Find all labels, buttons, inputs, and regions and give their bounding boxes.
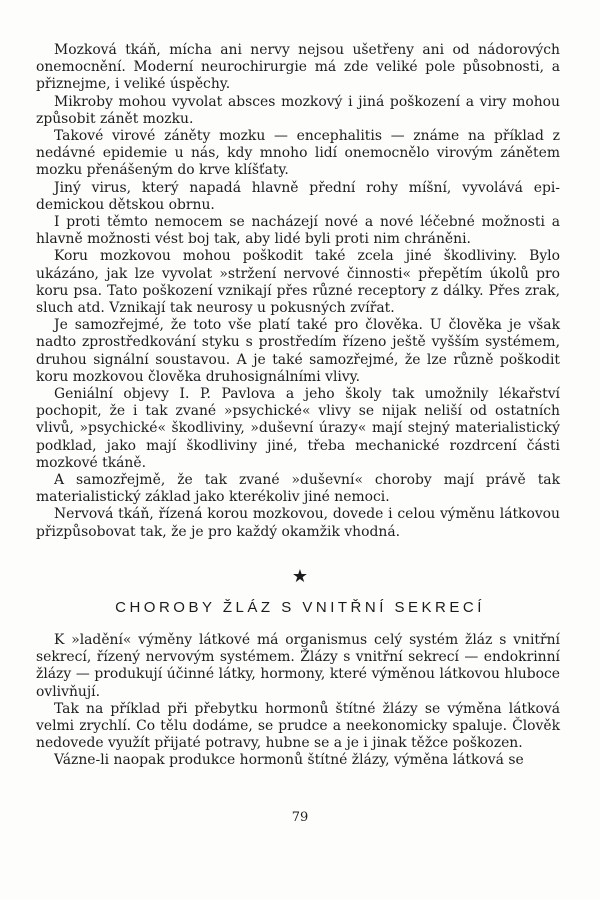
paragraph: A samozřejmě, že tak zvané »duševní« choroby mají právě tak materialistický základ jako kterékoliv jiné nemoci. bbox=[36, 472, 560, 506]
paragraph: Jiný virus, který napadá hlavně přední rohy míšní, vyvolává epidemickou dětskou obrnu. bbox=[36, 179, 560, 213]
section-heading: CHOROBY ŽLÁZ S VNITŘNÍ SEKRECÍ bbox=[115, 599, 485, 616]
paragraph: Mikroby mohou vyvolat absces mozkový i jiná poškození a viry mohou způsobit zánět mozku. bbox=[36, 93, 560, 127]
paragraph: Geniální objevy I. P. Pavlova a jeho školy tak umožnily lékařství pochopit, že i tak zvané »psychické« vlivy se nijak neliší od ostatních vlivů, »psychické« škodliviny, »duševní úrazy« mají stejný materialistický podklad, jako mají škodliviny jiné, třeba mechanické rozdrcení části mozkové tkáně. bbox=[36, 386, 560, 471]
paragraph: Tak na příklad při přebytku hormonů štítné žlázy se výměna látková velmi zrychlí. Co tělu dodáme, se prudce a neekonomicky spaluje. Člověk nedovede využít přijaté potravy, hubne se a je i jinak těžce poškozen. bbox=[36, 700, 560, 752]
page-number: 79 bbox=[291, 810, 309, 825]
paragraph: Takové virové záněty mozku — encephalitis — známe na příklad z nedávné epidemie u nás, kdy mnoho lidí onemocnělo virovým zánětem mozku přenášeným do krve klíšťaty. bbox=[36, 128, 560, 179]
body-text-top bbox=[36, 42, 560, 541]
paragraph: Vázne-li naopak produkce hormonů štítné žlázy, výměna látková se bbox=[54, 752, 524, 769]
body-text-bottom bbox=[36, 632, 560, 770]
paragraph: K »ladění« výměny látkové má organismus celý systém žláz s vnitřní sekrecí, řízený nervovým systémem. Žlázy s vnitřní sekrecí — endokrinní žlázy — produkují účinné látky, hormony, které výměnou látkovou hluboce ovlivňují. bbox=[36, 632, 560, 700]
paragraph: Nervová tkáň, řízená korou mozkovou, dovede i celou výměnu látkovou přizpůsobovat tak, že je pro každý okamžik vhodná. bbox=[36, 506, 560, 540]
star-separator-icon: ★ bbox=[291, 566, 309, 587]
paragraph: Je samozřejmé, že toto vše platí také pro člověka. U člověka je však nadto zprostředkování styku s prostředím řízeno ještě vyšším systémem, druhou signální soustavou. A je také samozřejmé, že lze různě poškodit koru mozkovou člověka druhosignálními vlivy. bbox=[36, 317, 560, 385]
paragraph: Koru mozkovou mohou poškodit také zcela jiné škodliviny. Bylo ukázáno, jak lze vyvolat »stržení nervové činnosti« přepětím úkolů pro koru psa. Tato poškození vznikají přes různé receptory z dálky. Přes zrak, sluch atd. Vznikají tak neurosy u pokusných zvířat. bbox=[36, 248, 560, 317]
paragraph: I proti těmto nemocem se nacházejí nové a nové léčebné možnosti a hlavně možnosti vést boj tak, aby lidé byli proti nim chráněni. bbox=[36, 214, 560, 248]
paragraph: Mozková tkáň, mícha ani nervy nejsou ušetřeny ani od nádorových onemocnění. Moderní neurochirurgie má zde veliké pole působnosti, a přiznejme, i veliké úspěchy. bbox=[36, 42, 560, 93]
